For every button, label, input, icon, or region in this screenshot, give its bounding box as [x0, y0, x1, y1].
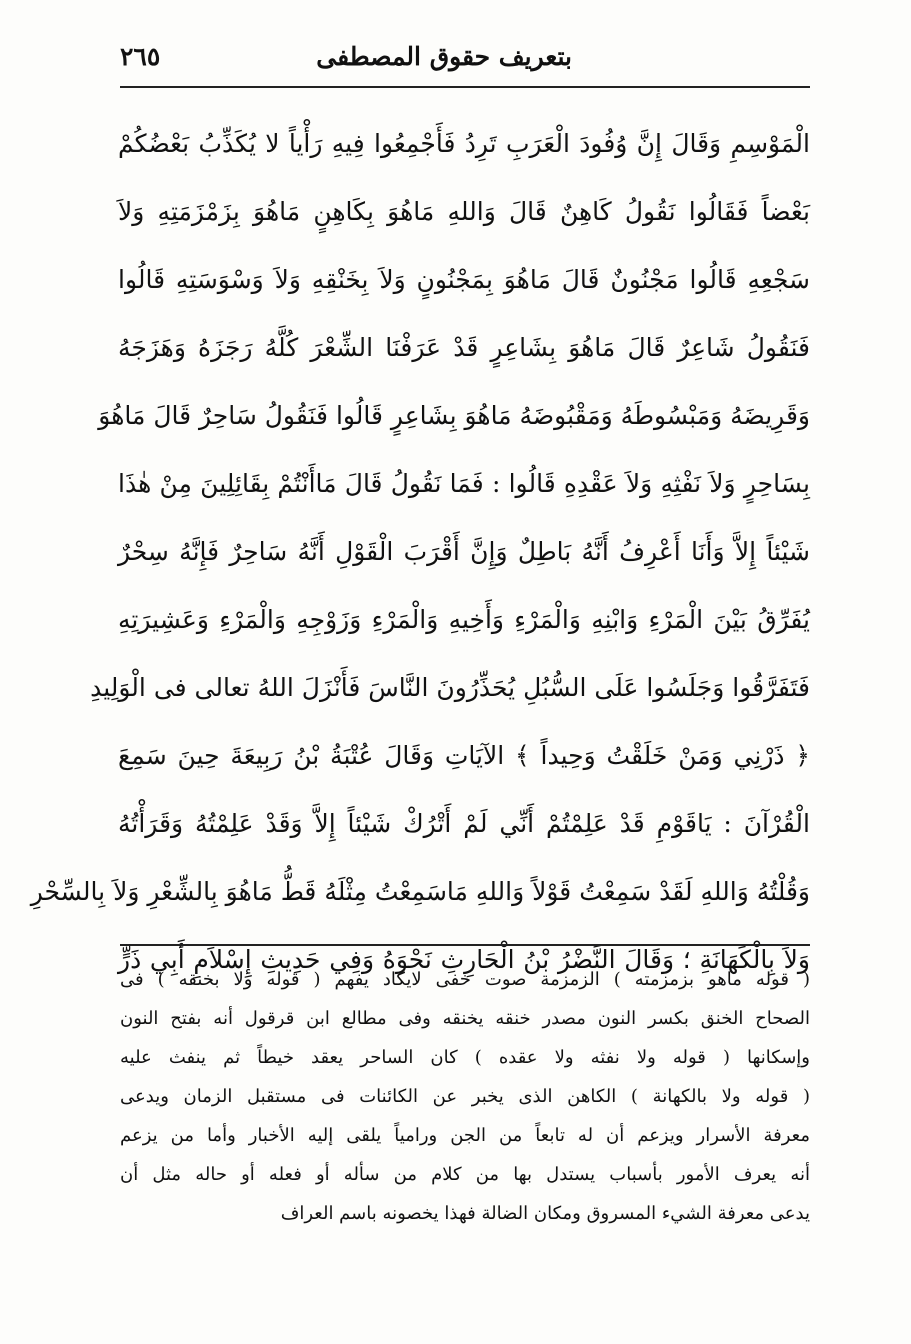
running-title: بتعريف حقوق المصطفى	[316, 42, 572, 71]
footnote-line: ( قوله ولا بالكهانة ) الكاهن الذى يخبر عن الكائنات فى مستقبل الزمان ويدعى	[120, 1086, 810, 1107]
text-line: وَقُلْتُهُ وَاللهِ لَقَدْ سَمِعْتُ قَوْلاً وَاللهِ مَاسَمِعْتُ مِثْلَهُ قَطُّ مَاهُوَ بِالشِّعْرِ وَلاَ بِالسِّحْرِ	[30, 877, 810, 906]
main-text-block	[30, 110, 810, 994]
footnote-line: أنه يعرف الأمور بأسباب يستدل بها من كلام من سأله أو فعله أو حاله مثل أن	[120, 1164, 810, 1185]
text-line: يُفَرِّقُ بَيْنَ الْمَرْءِ وَابْنِهِ وَالْمَرْءِ وَأَخِيهِ وَالْمَرْءِ وَزَوْجِهِ وَالْمَرْءِ وَعَشِيرَتِهِ	[118, 605, 810, 634]
footnote-line: ( قوله ماهو بزمزمته ) الزمزمة صوت خفى لايكاد يفهم ( قوله ولا بخنقه ) فى	[120, 969, 810, 990]
page-header	[120, 38, 810, 82]
footnotes-block	[120, 960, 810, 1233]
text-line: ﴿ ذَرْنِي وَمَنْ خَلَقْتُ وَحِيداً ﴾ الآيَاتِ وَقَالَ عُتْبَةُ بْنُ رَبِيعَةَ حِينَ سَمِعَ	[118, 741, 810, 770]
text-line: الْمَوْسِمِ وَقَالَ إِنَّ وُفُودَ الْعَرَبِ تَرِدُ فَأَجْمِعُوا فِيهِ رَأْياً لا يُكَذِّبُ بَعْضُكُمْ	[118, 129, 810, 158]
text-line: وَلاَ بِالْكَهَانَةِ ؛ وَقَالَ النَّضْرُ بْنُ الْحَارِثِ نَحْوَهُ وَفِي حَدِيثِ إِسْلاَمِ أَبِي ذَرٍّ	[118, 945, 810, 974]
text-line: بِسَاحِرٍ وَلاَ نَفْثِهِ وَلاَ عَقْدِهِ قَالُوا : فَمَا نَقُولُ قَالَ مَاأَنْتُمْ بِقَائِلِينَ مِنْ هٰذَا	[118, 469, 810, 498]
text-line: فَنَقُولُ شَاعِرٌ قَالَ مَاهُوَ بِشَاعِرٍ قَدْ عَرَفْنَا الشِّعْرَ كُلَّهُ رَجَزَهُ وَهَزَجَهُ	[118, 333, 810, 362]
footnote-line: الصحاح الخنق بكسر النون مصدر خنقه يخنقه وفى مطالع ابن قرقول أنه بفتح النون	[120, 1008, 810, 1029]
footnote-line: يدعى معرفة الشيء المسروق ومكان الضالة فهذا يخصونه باسم العراف	[280, 1203, 810, 1224]
text-line: وَقَرِيضَهُ وَمَبْسُوطَهُ وَمَقْبُوضَهُ مَاهُوَ بِشَاعِرٍ قَالُوا فَنَقُولُ سَاحِرٌ قَالَ مَاهُوَ	[98, 401, 810, 430]
text-line: بَعْضاً فَقَالُوا نَقُولُ كَاهِنٌ قَالَ وَاللهِ مَاهُوَ بِكَاهِنٍ مَاهُوَ بِزَمْزَمَتِهِ وَلاَ	[118, 197, 810, 226]
footnote-line: وإسكانها ( قوله ولا نفثه ولا عقده ) كان الساحر يعقد خيطاً ثم ينفث عليه	[120, 1047, 810, 1068]
footnote-rule	[120, 944, 810, 946]
text-line: الْقُرْآنَ : يَاقَوْمِ قَدْ عَلِمْتُمْ أَنِّي لَمْ أَتْرُكْ شَيْئاً إِلاَّ وَقَدْ عَلِمْتُهُ وَقَرَأْتُهُ	[118, 809, 810, 838]
text-line: شَيْئاً إِلاَّ وَأَنَا أَعْرِفُ أَنَّهُ بَاطِلٌ وَإِنَّ أَقْرَبَ الْقَوْلِ أَنَّهُ سَاحِرٌ فَإِنَّهُ سِحْرٌ	[118, 537, 810, 566]
text-line: سَجْعِهِ قَالُوا مَجْنُونٌ قَالَ مَاهُوَ بِمَجْنُونٍ وَلاَ بِخَنْقِهِ وَلاَ وَسْوَسَتِهِ قَالُوا	[118, 265, 810, 294]
text-line: فَتَفَرَّقُوا وَجَلَسُوا عَلَى السُّبُلِ يُحَذِّرُونَ النَّاسَ فَأَنْزَلَ اللهُ تعالى فى الْوَلِيدِ	[90, 673, 810, 702]
footnote-line: معرفة الأسرار ويزعم أن له تابعاً من الجن ورامياً يلقى إليه الأخبار وأما من يزعم	[120, 1125, 810, 1146]
header-rule	[120, 86, 810, 88]
page-number: ٢٦٥	[120, 42, 161, 71]
